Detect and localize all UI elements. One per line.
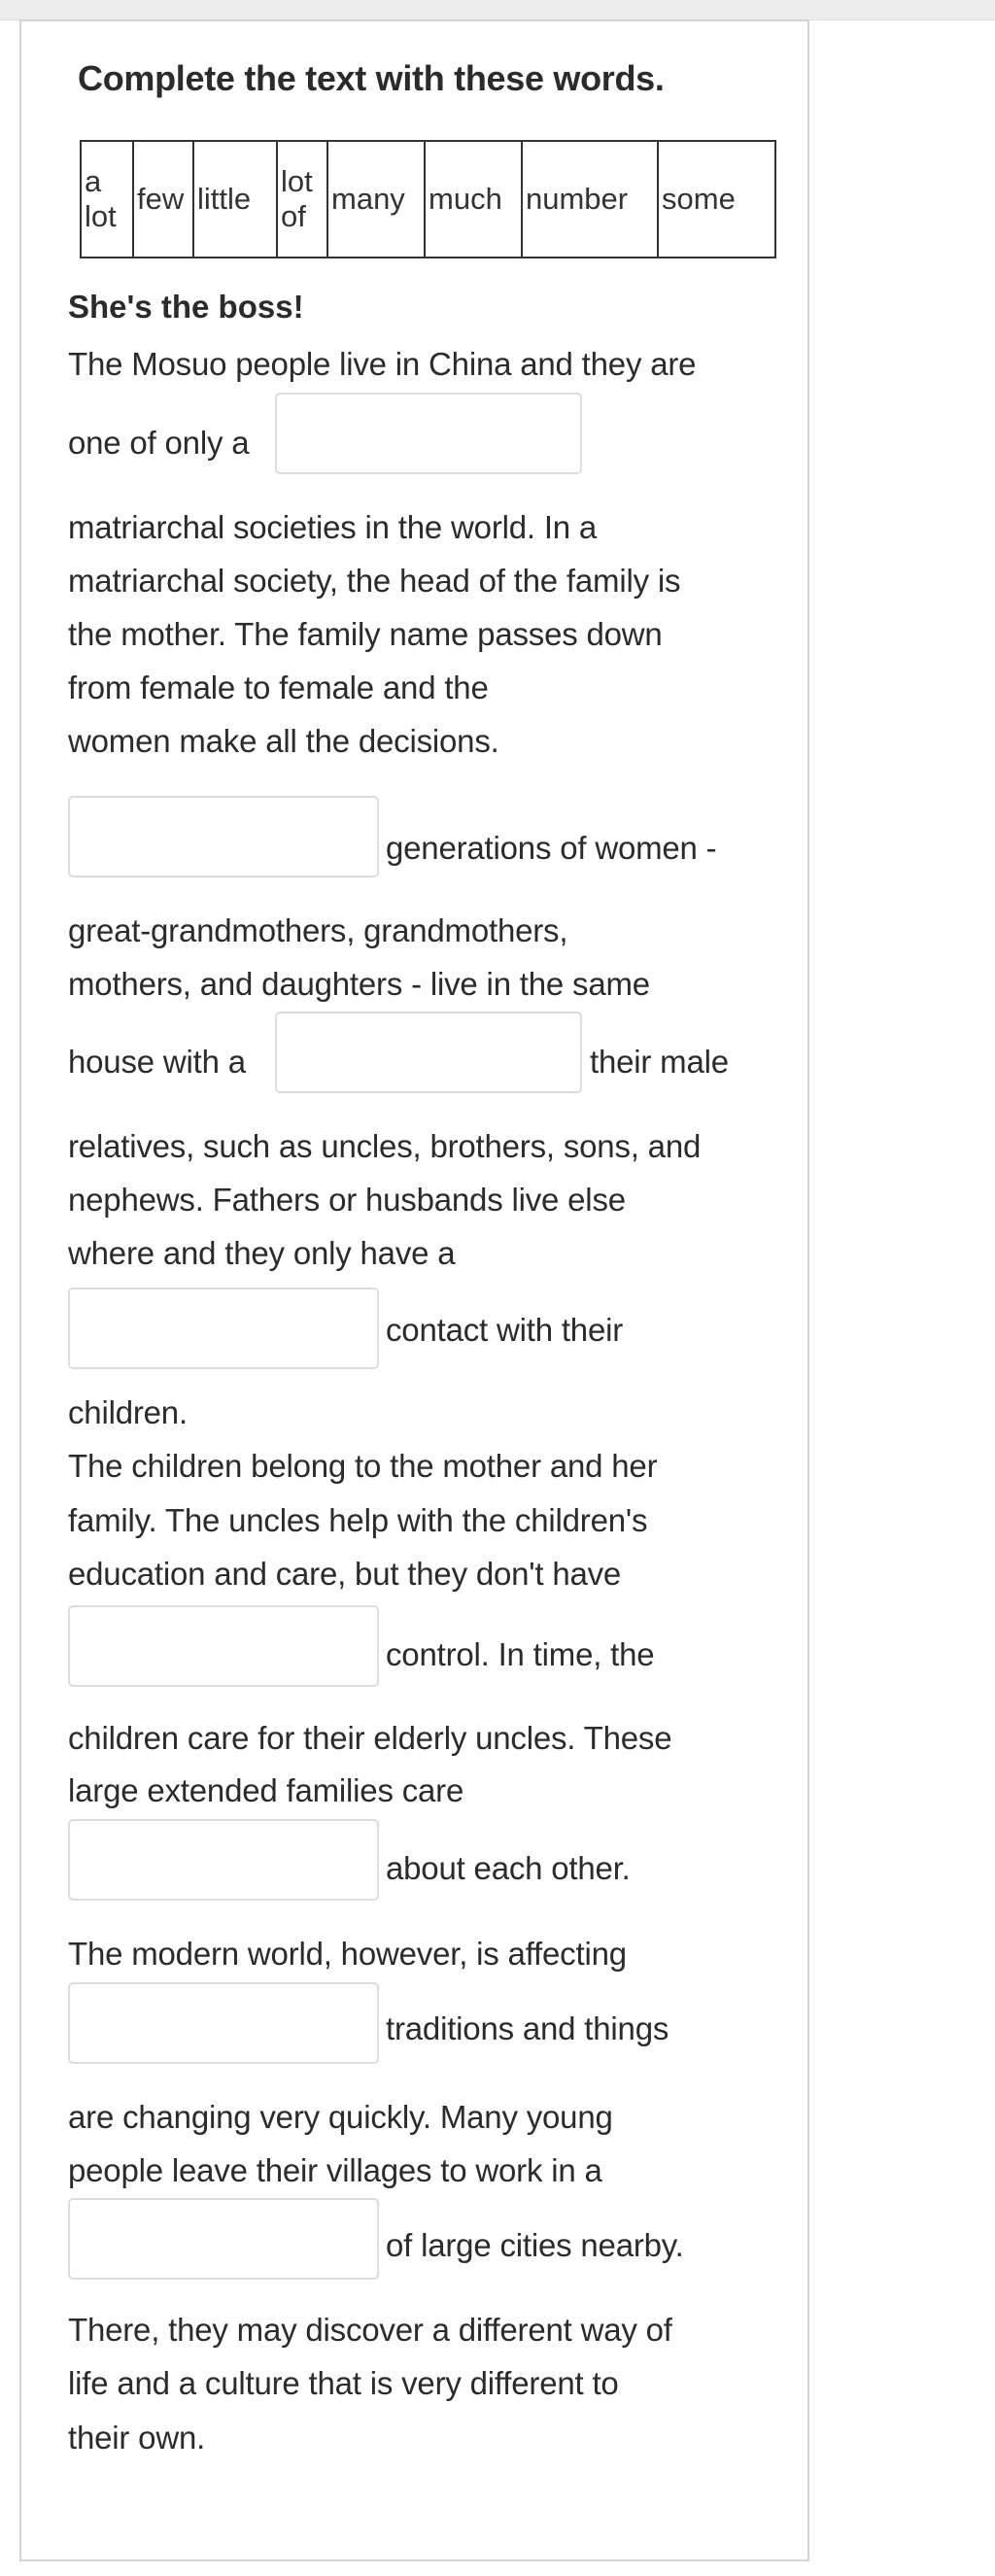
story-line: their own. xyxy=(68,2420,206,2456)
story-line: children care for their elderly uncles. These xyxy=(68,1720,672,1756)
word-bank-item: little xyxy=(193,141,277,258)
story-line: control. In time, the xyxy=(386,1636,655,1672)
word-bank-item: much xyxy=(425,141,522,258)
story-line: matriarchal societies in the world. In a xyxy=(68,509,598,545)
story-line: relatives, such as uncles, brothers, sons, and xyxy=(68,1128,702,1164)
story-line: generations of women - xyxy=(386,830,717,866)
word-bank-table xyxy=(80,140,776,258)
story-line: There, they may discover a different way of xyxy=(68,2312,672,2348)
story-line: The children belong to the mother and her xyxy=(68,1448,658,1484)
story-line: contact with their xyxy=(386,1312,624,1348)
story-line: where and they only have a xyxy=(68,1235,456,1271)
story-line: matriarchal society, the head of the family is xyxy=(68,563,681,599)
answer-blank-5[interactable] xyxy=(68,1605,379,1687)
story-line: their male xyxy=(590,1044,729,1080)
word-bank-item: number xyxy=(522,141,658,258)
word-bank-item: many xyxy=(327,141,425,258)
story-line: children. xyxy=(68,1394,188,1430)
word-bank-item: lot of xyxy=(277,141,327,258)
answer-blank-1[interactable] xyxy=(275,393,582,474)
word-bank-item: a lot xyxy=(81,141,133,258)
story-line: the mother. The family name passes down xyxy=(68,616,663,652)
word-bank-item: some xyxy=(658,141,775,258)
word-bank-item: few xyxy=(133,141,193,258)
answer-blank-6[interactable] xyxy=(68,1819,379,1901)
story-line: one of only a xyxy=(68,425,250,461)
answer-blank-2[interactable] xyxy=(68,796,379,877)
story-line: of large cities nearby. xyxy=(386,2227,684,2263)
story-line: great-grandmothers, grandmothers, xyxy=(68,912,568,948)
story-line: mothers, and daughters - live in the same xyxy=(68,966,650,1002)
instruction-heading: Complete the text with these words. xyxy=(78,58,665,98)
story-line: nephews. Fathers or husbands live else xyxy=(68,1182,626,1218)
answer-blank-4[interactable] xyxy=(68,1288,379,1369)
story-line: from female to female and the xyxy=(68,670,489,705)
story-line: house with a xyxy=(68,1044,246,1080)
story-line: life and a culture that is very different to xyxy=(68,2365,619,2401)
story-line: large extended families care xyxy=(68,1772,464,1808)
story-line: family. The uncles help with the children's xyxy=(68,1502,648,1538)
answer-blank-7[interactable] xyxy=(68,1982,379,2064)
story-line: about each other. xyxy=(386,1850,631,1886)
story-line: are changing very quickly. Many young xyxy=(68,2099,613,2135)
answer-blank-8[interactable] xyxy=(68,2198,379,2280)
story-line: The modern world, however, is affecting xyxy=(68,1936,627,1972)
story-line: people leave their villages to work in a xyxy=(68,2152,602,2188)
story-line: traditions and things xyxy=(386,2010,669,2046)
story-line: The Mosuo people live in China and they are xyxy=(68,346,697,382)
story-line: women make all the decisions. xyxy=(68,723,499,759)
answer-blank-3[interactable] xyxy=(275,1012,582,1093)
story-line: education and care, but they don't have xyxy=(68,1556,622,1592)
top-bar xyxy=(0,0,995,20)
story-title: She's the boss! xyxy=(68,289,304,325)
